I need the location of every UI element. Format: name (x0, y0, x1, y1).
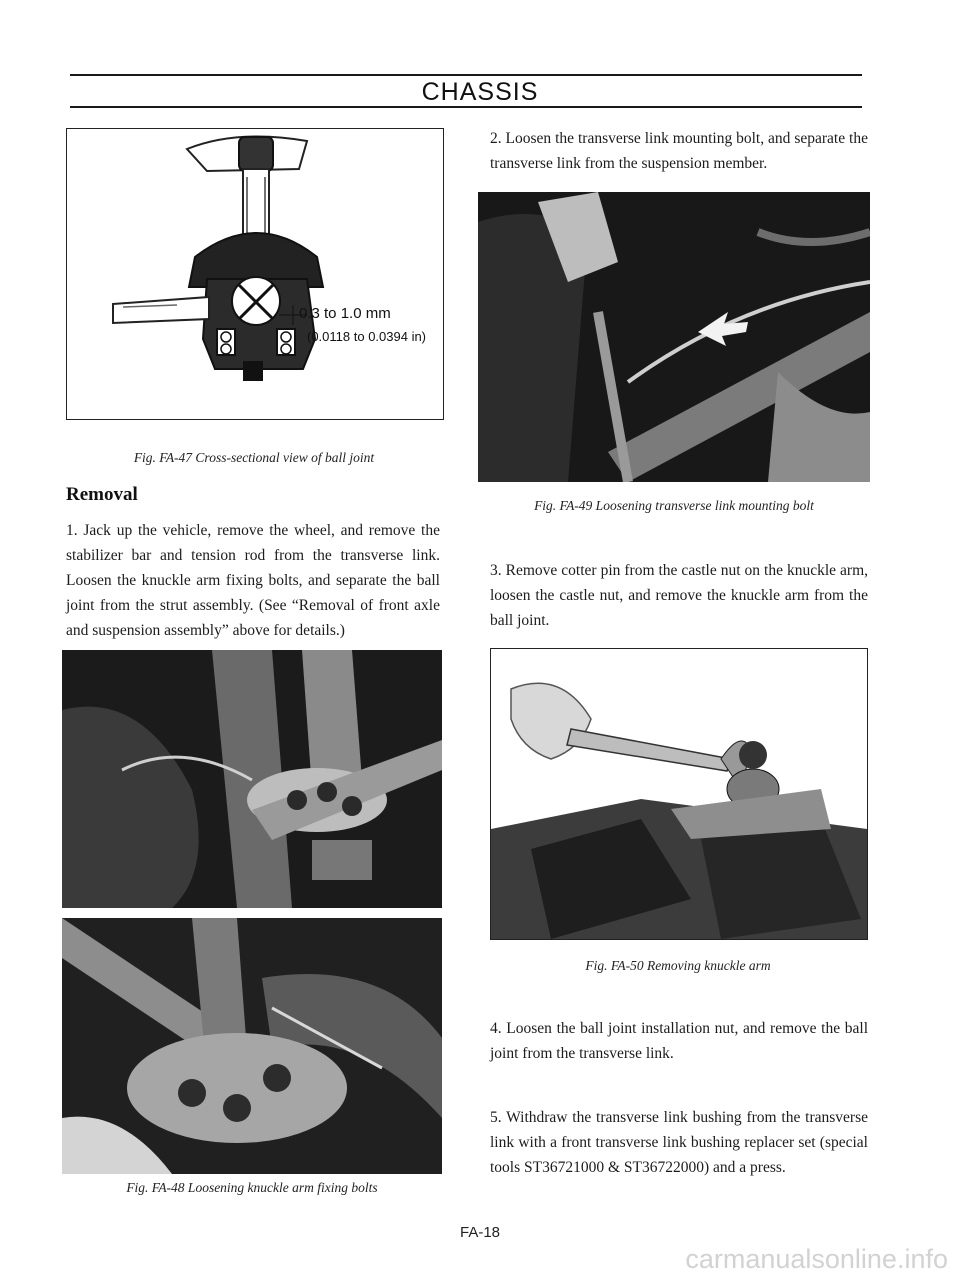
fig-fa50-caption: Fig. FA-50 Removing knuckle arm (585, 958, 771, 973)
fig-fa50-photo (490, 648, 868, 940)
step-3: 3. Remove cotter pin from the castle nut on the knuckle arm, loosen the castle nut, and remove the knuckle arm from the ball joint. (490, 562, 868, 629)
page-header-title: CHASSIS (421, 78, 539, 106)
step-2: 2. Loosen the transverse link mounting bolt, and separate the transverse link from the suspension member. (490, 130, 868, 172)
fig-fa47-ball-joint-diagram (66, 128, 444, 420)
fig-fa48-photo-lower (62, 918, 442, 1174)
fig-fa47-caption: Fig. FA-47 Cross-sectional view of ball joint (133, 450, 375, 465)
site-watermark: carmanualsonline.info (685, 1244, 948, 1274)
page-number: FA-18 (459, 1224, 501, 1241)
header-rule-bottom (70, 106, 862, 108)
knuckle-arm-bolts-photo-upper (62, 650, 442, 908)
fig-fa49-caption: Fig. FA-49 Loosening transverse link mounting bolt (534, 498, 814, 513)
removing-knuckle-arm-photo (491, 649, 867, 939)
removal-step-1: 1. Jack up the vehicle, remove the wheel, and remove the stabilizer bar and tension rod from the transverse link. Loosen the knuckle arm fixing bolts, and separate the ball joint from the strut assembly. (See “Removal of front axle and suspension assembly” above for details.) (66, 522, 440, 639)
ball-joint-cross-section-drawing (67, 129, 443, 419)
knuckle-arm-bolts-photo-lower (62, 918, 442, 1174)
fig-fa48-caption: Fig. FA-48 Loosening knuckle arm fixing bolts (126, 1180, 378, 1195)
step-4: 4. Loosen the ball joint installation nut, and remove the ball joint from the transverse link. (490, 1020, 868, 1062)
fig-fa47-dimension-mm: 0.3 to 1.0 mm (299, 305, 391, 322)
header-rule-top (70, 74, 862, 76)
step-5: 5. Withdraw the transverse link bushing from the transverse link with a front transverse link bushing replacer set (special tools ST36721000 & ST36722000) and a press. (490, 1109, 868, 1176)
fig-fa47-dimension-in: (0.0118 to 0.0394 in) (307, 329, 427, 344)
removal-heading: Removal (66, 484, 138, 505)
fig-fa48-photo-upper (62, 650, 442, 908)
fig-fa49-photo (478, 192, 870, 482)
transverse-link-mounting-bolt-photo (478, 192, 870, 482)
